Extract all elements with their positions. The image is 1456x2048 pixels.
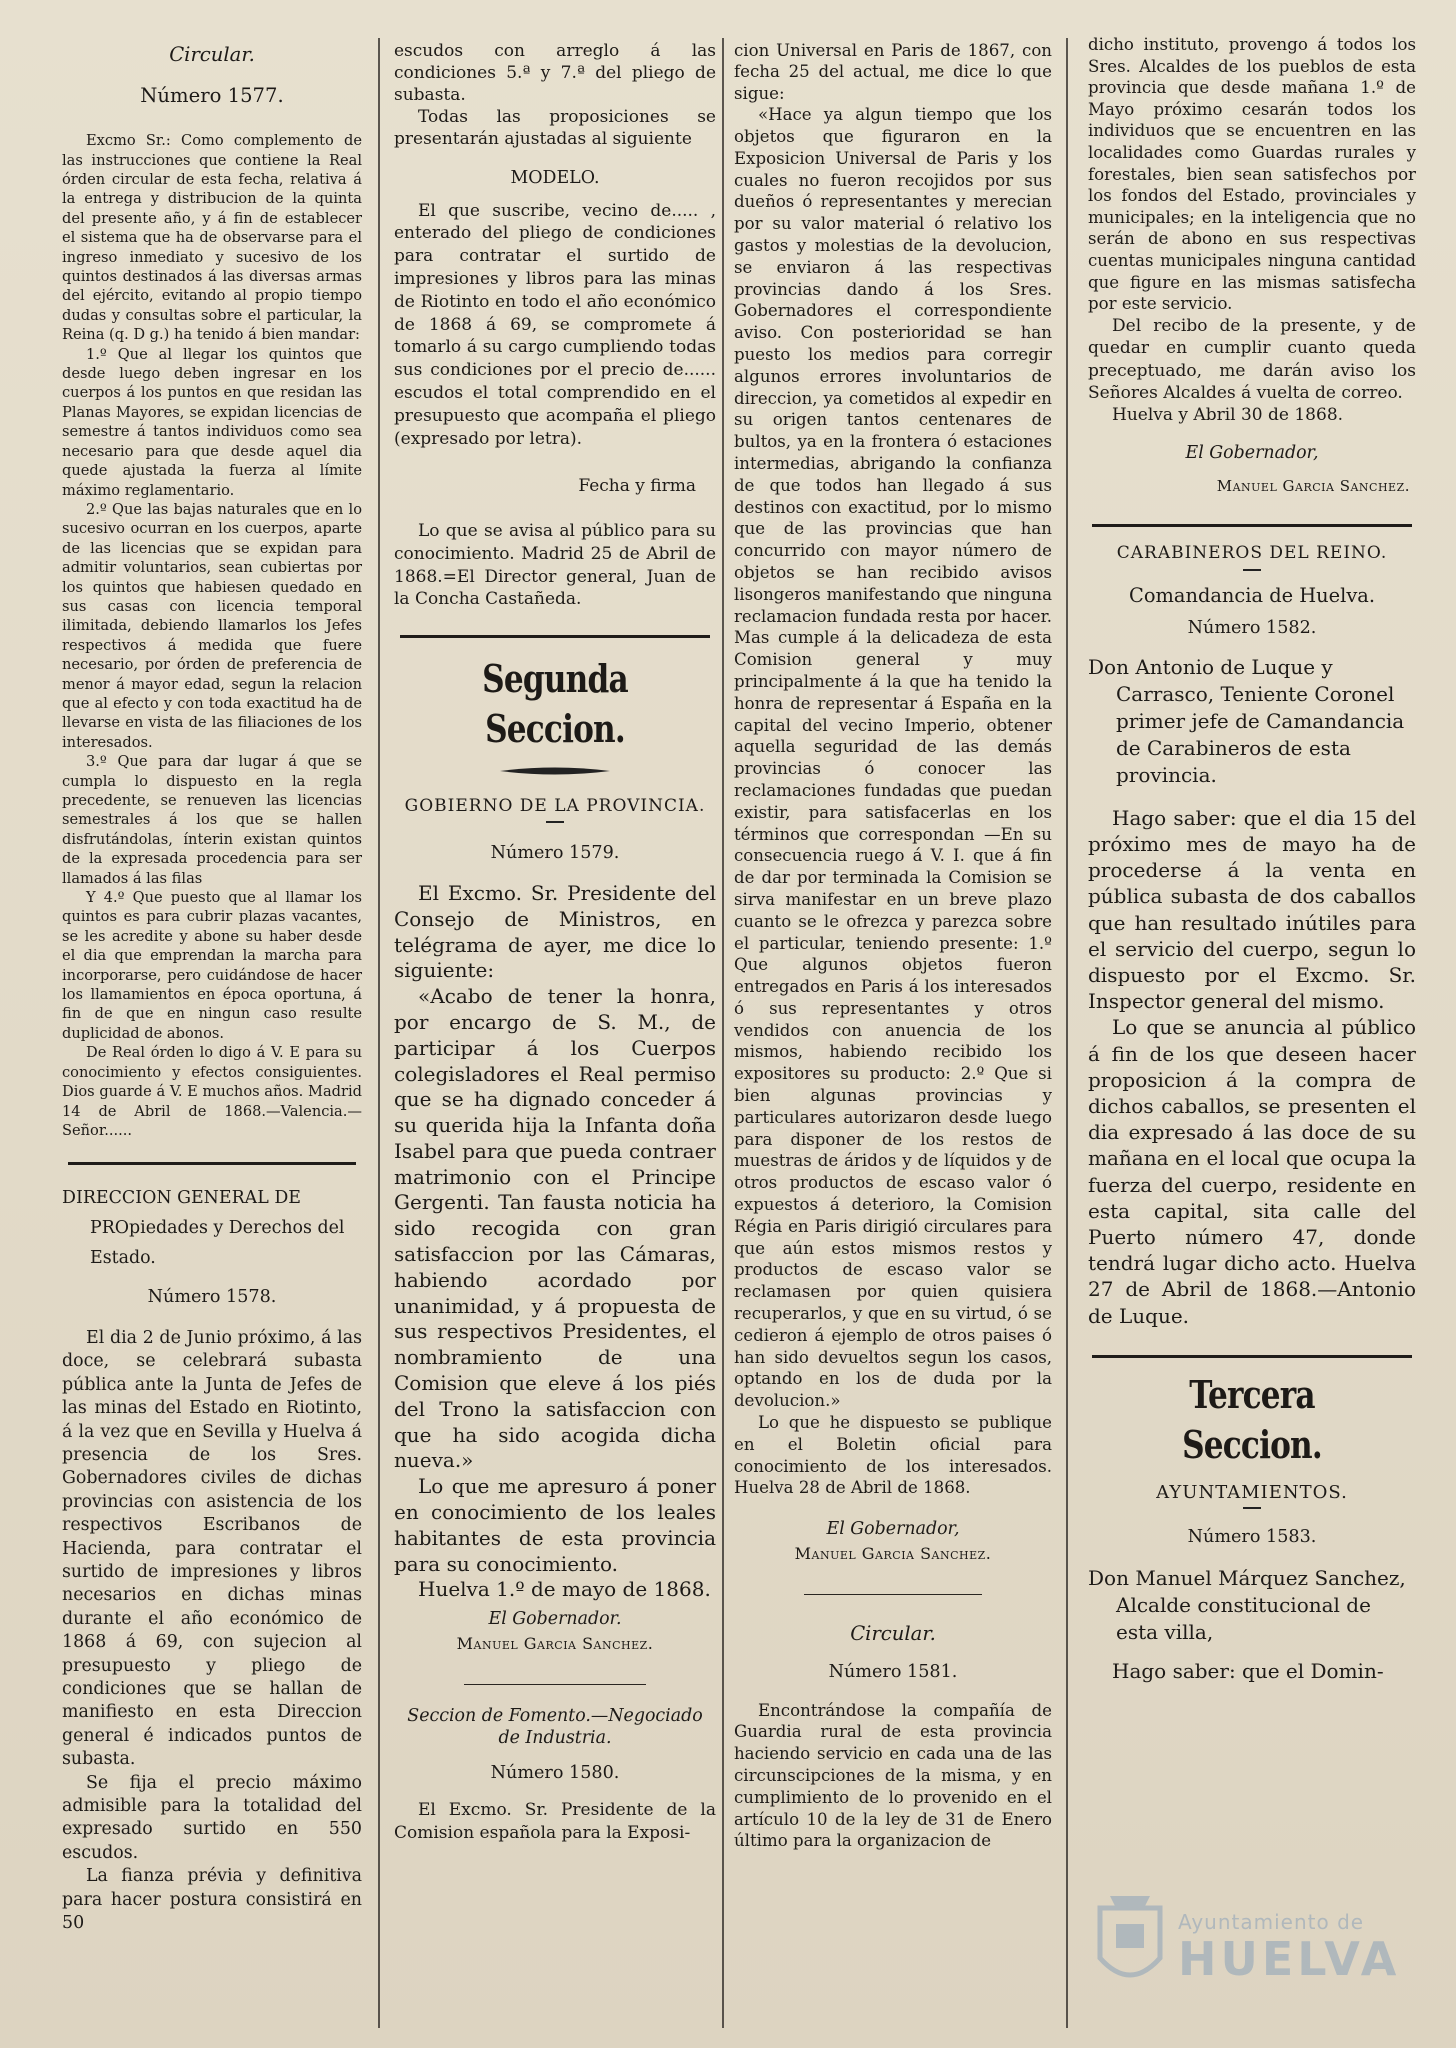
number-1582: Número 1582. <box>1187 618 1317 639</box>
paragraph-1578-b: Se fija el precio máximo admisible para la totalidad del expresado surtido en 550 escudos. <box>62 1772 362 1863</box>
seal-icon <box>1092 1888 1168 1998</box>
tercera-seccion-title: Tercera Seccion. <box>1182 1371 1322 1467</box>
closing-1577: De Real órden lo digo á V. E para su conocimiento y efectos consiguientes. Dios guarde á V. E muchos años. Madrid 14 de Abril de 1868.—Valencia.—Señor...... <box>62 1044 362 1139</box>
paragraph-1581: Encontrándose la compañía de Guardia rural de esta provincia haciendo servicio en cada una de las circunscipciones de la misma, y en cumplimiento de lo provenido en el artículo 10 de la ley de 31 de Enero último para la organizacion de <box>734 1700 1052 1851</box>
column-rule <box>722 38 724 2028</box>
luque-title: Don Antonio de Luque y Carrasco, Teniente Coronel primer jefe de Camandancia de Carabineros de esta provincia. <box>1088 654 1405 787</box>
modelo-text: El que suscribe, vecino de..... , enterado del pliego de condiciones para contratar el surtido de impresiones y libros para las minas de Riotinto en todo el año económico de 1868 á 69, se compromete á tomarlo á su cargo cumpliendo todas sus condiciones por el precio de...... escudos el total comprendido en el presupuesto que acompaña el pliego (expresado por letra). <box>394 200 716 449</box>
gobernador-name: Manuel Garcia Sanchez. <box>456 1633 654 1653</box>
continuation-1581: dicho instituto, provengo á todos los Sres. Alcaldes de los pueblos de esta provincia que desde mañana 1.º de Mayo próximo cesarán todos los individuos que se encuentren en las localidades como Guardas rurales y forestales, bien sean satisfechos por los fondos del Estado, provinciales y municipales; en la inteligencia que no serán de abono en sus respectivas cuentas municipales ninguna cantidad que figure en las mismas satisfecha por este servicio. <box>1088 35 1416 314</box>
gobernador-name: Manuel Garcia Sanchez. <box>1216 477 1410 496</box>
watermark-main-text: HUELVA <box>1178 1932 1401 1986</box>
rule-1: 1.º Que al llegar los quintos que desde luego deben ingresar en los cuerpos á los puntos en que residan las Planas Mayores, se expidan licencias de semestre á tantos individuos como sea necesario para que desde aquel dia quede ajustada la fuerza al límite máximo reglamentario. <box>62 345 362 499</box>
date-line: Huelva y Abril 30 de 1868. <box>1112 405 1344 426</box>
number-1583: Número 1583. <box>1187 1527 1317 1548</box>
paragraph-1579-b: «Acabo de tener la honra, por encargo de S. M., de participar á los Cuerpos colegisladores el Real permiso que se ha dignado conceder á su querida hija la Infanta doña Isabel para que pueda contraer matrimonio con el Principe Gergenti. Tan fausta noticia ha sido recogida con gran satisfaccion por las Cámaras, habiendo acordado por unanimidad, y á propuesta de sus respectivos Presidentes, el nombramiento de una Comision que eleve á los piés del Trono la satisfaccion con que ha sido acogida dicha nueva.» <box>394 984 716 1473</box>
column-1 <box>62 38 362 1935</box>
anuncia-text: Lo que se anuncia al público á fin de los que deseen hacer proposicion á la compra de dichos caballos, se presenten el dia expresado á las doce de su mañana en el local que ocupa la fuerza del cuerpo, residente en esta capital, sita calle del Puerto número 47, donde tendrá lugar dicho acto. Huelva 27 de Abril de 1868.—Antonio de Luque. <box>1088 1015 1416 1328</box>
recibo-text: Del recibo de la presente, y de quedar en cumplir cuanto queda preceptuado, me darán aviso los Señores Alcaldes á vuelta de correo. <box>1088 315 1416 403</box>
fecha-firma: Fecha y firma <box>578 476 696 497</box>
column-3 <box>734 40 1052 1852</box>
circular-heading: Circular. <box>169 43 255 66</box>
comandancia-heading: Comandancia de Huelva. <box>1129 583 1375 607</box>
section-rule <box>1092 1355 1412 1358</box>
segunda-seccion-title: Segunda Seccion. <box>482 656 628 752</box>
ayuntamiento-watermark <box>1092 1880 1412 2020</box>
gobernador-label: El Gobernador, <box>1185 442 1319 463</box>
column-rule <box>1066 38 1068 2028</box>
gobernador-name: Manuel Garcia Sanchez. <box>794 1543 992 1563</box>
carabineros-heading: CARABINEROS DEL REINO. <box>1116 542 1388 563</box>
rule-4: Y 4.º Que puesto que al llamar los quintos es para cubrir plazas vacantes, se les acredite y abone su haber desde el dia que emprendan la marcha para incorporarse, pero cuidándose de hacer los llamamientos en época oportuna, á fin de que en ningun caso resulte duplicidad de abonos. <box>62 889 362 1042</box>
marquez-title: Don Manuel Márquez Sanchez, Alcalde constitucional de esta villa, <box>1088 1565 1406 1644</box>
aviso-text: Lo que se avisa al público para su conocimiento. Madrid 25 de Abril de 1868.=El Director general, Juan de la Concha Castañeda. <box>394 520 716 610</box>
paragraph-1578-c: La fianza prévia y definitiva para hacer postura consistirá en 50 <box>62 1866 362 1934</box>
circular-heading: Circular. <box>850 1622 936 1646</box>
number-1578: Número 1578. <box>147 1287 277 1308</box>
rule-2: 2.º Que las bajas naturales que en lo sucesivo ocurran en los cuerpos, aparte de las licencias que se expidan para admitir voluntarios, sean cubiertas por los quintos que habiesen quedado en sus casas con licencia temporal ilimitada, debiendo llamarlos los Jefes respectivos á medida que fuere necesario, por órden de preferencia de menor á mayor edad, segun la relacion que al efecto y con toda exactitud ha de llevarse en vista de las filiaciones de los interesados. <box>62 500 362 751</box>
paragraph-1579-d: Huelva 1.º de mayo de 1868. <box>418 1577 711 1602</box>
paragraph-1579-c: Lo que me apresuro á poner en conocimiento de los leales habitantes de esta provincia para su conocimiento. <box>394 1474 716 1576</box>
dash-divider <box>1243 569 1261 571</box>
paragraph-1577: Excmo Sr.: Como complemento de las instrucciones que contiene la Real órden circular de esta fecha, relativa á la entrega y distribucion de la quinta del presente año, y á fin de establecer el sistema que ha de observarse para el ingreso inmediato y sucesivo de los quintos destinados á las diversas armas del ejército, evitando al propio tiempo dudas y consultas sobre el particular, la Reina (q. D g.) ha tenido á bien mandar: <box>62 132 362 344</box>
continuation-1578: escudos con arreglo á las condiciones 5.ª y 7.ª del pliego de subasta. <box>394 41 716 105</box>
proposiciones: Todas las proposiciones se presentarán ajustadas al siguiente <box>394 107 716 149</box>
thin-rule <box>464 1684 646 1685</box>
dash-divider <box>546 821 564 823</box>
section-rule <box>400 635 710 638</box>
modelo-heading: MODELO. <box>510 168 600 188</box>
number-1579: Número 1579. <box>490 843 620 864</box>
column-2 <box>394 40 716 1845</box>
section-rule <box>68 1162 356 1165</box>
ayuntamientos-heading: AYUNTAMIENTOS. <box>1156 1481 1348 1503</box>
paragraph-1579-a: El Excmo. Sr. Presidente del Consejo de Ministros, en telégrama de ayer, me dice lo siguiente: <box>394 880 716 983</box>
hago-saber-1582: Hago saber: que el dia 15 del próximo mes de mayo ha de procederse á la venta en pública subasta de dos caballos que han resultado inútiles para el servicio del cuerpo, segun lo dispuesto por el Excmo. Sr. Inspector general del mismo. <box>1088 805 1416 1014</box>
gobierno-heading: GOBIERNO DE LA PROVINCIA. <box>404 795 706 816</box>
watermark-top-text: Ayuntamiento de <box>1178 1910 1365 1934</box>
number-1577: Número 1577. <box>140 83 284 107</box>
number-1581: Número 1581. <box>828 1662 958 1682</box>
paragraph-1580: El Excmo. Sr. Presidente de la Comision española para la Exposi- <box>394 1800 716 1843</box>
dash-divider <box>1243 1507 1261 1509</box>
publish-text: Lo que he dispuesto se publique en el Boletin oficial para conocimiento de los interesados. Huelva 28 de Abril de 1868. <box>734 1413 1052 1498</box>
section-rule <box>1092 524 1412 527</box>
column-4 <box>1088 34 1416 1684</box>
hago-saber-1583: Hago saber: que el Domin- <box>1112 1658 1384 1683</box>
column-rule <box>378 38 380 2028</box>
fomento-heading: Seccion de Fomento.—Negociado de Industria. <box>407 1706 703 1749</box>
gobernador-label: El Gobernador. <box>488 1609 622 1630</box>
ornament-icon <box>394 760 716 782</box>
exposicion-quote: «Hace ya algun tiempo que los objetos que figuraron en la Exposicion Universal de Paris y los cuales no fueron recojidos por sus dueños ó representantes y merecian por su valor material ó relativo los gastos y molestias de la devolucion, se enviaron á las respectivas provincias dando á los Sres. Gobernadores el correspondiente aviso. Con posterioridad se han puesto los medios para corregir algunos errores involuntarios de direccion, ya cometidos al expedir en su origen tantos centenares de bultos, ya en la frontera ó estaciones intermedias, abrigando la confianza de que todos han llegado á sus destinos con exactitud, por lo mismo que de las provincias que han concurrido con mayor número de objetos se han recibido avisos lisongeros manifestando que ninguna reclamacion fundada resta por hacer. Mas cumple á la delicadeza de esta Comision general y muy principalmente á la que ha tenido la honra de representar á España en la capital del vecino Imperio, obtener aquella seguridad de las demás provincias ó conocer las reclamaciones fundadas que puedan existir, para satisfacerlas en los términos que correspondan —En su consecuencia ruego á V. I. que á fin de dar por terminada la Comision se sirva manifestar en un breve plazo cuanto se le ofrezca y parezca sobre el particular, teniendo presente: 1.º Que algunos objetos fueron entregados en Paris á los interesados ó sus representantes y otros vendidos con anuencia de los mismos, habiendo recibido los expositores su producto: 2.º Que si bien algunas provincias y particulares autorizaron desde luego para disponer de los restos de muestras de áridos y de líquidos y de otros productos de escaso valor ó expuestos á deterioro, la Comision Régia en Paris dirigió circulares para que aún estos mismos restos y productos de escaso valor se reclamasen por quien quisiera recuperarlos, y que en su virtud, ó se cedieron á ejemplo de otros paises ó han sido devueltos segun los casos, optando en los de duda por la devolucion.» <box>734 105 1052 1411</box>
number-1580: Número 1580. <box>490 1763 620 1784</box>
thin-rule <box>804 1594 982 1595</box>
paragraph-1578-a: El dia 2 de Junio próximo, á las doce, se celebrará subasta pública ante la Junta de Jefes de las minas del Estado en Riotinto, á la vez que en Sevilla y Huelva á presencia de los Sres. Gobernadores civiles de dichas provincias con asistencia de los respectivos Escribanos de Hacienda, para contratar el surtido de impresiones y libros necesarios en dichas minas durante el año económico de 1868 á 69, con sujecion al presupuesto y pliego de condiciones que se hallan de manifiesto en esta Direccion general é indicados puntos de subasta. <box>62 1327 362 1770</box>
direccion-heading: DIRECCION GENERAL DE PROpiedades y Derechos del Estado. <box>62 1188 345 1269</box>
continuation-1580: cion Universal en Paris de 1867, con fecha 25 del actual, me dice lo que sigue: <box>734 41 1052 103</box>
rule-3: 3.º Que para dar lugar á que se cumpla lo dispuesto en la regla precedente, se renueven las licencias semestrales á los que se hallen disfrutándolas, ínterin existan quintos de la expresada procedencia para ser llamados á las filas <box>62 753 362 887</box>
gobernador-label: El Gobernador, <box>826 1519 960 1540</box>
